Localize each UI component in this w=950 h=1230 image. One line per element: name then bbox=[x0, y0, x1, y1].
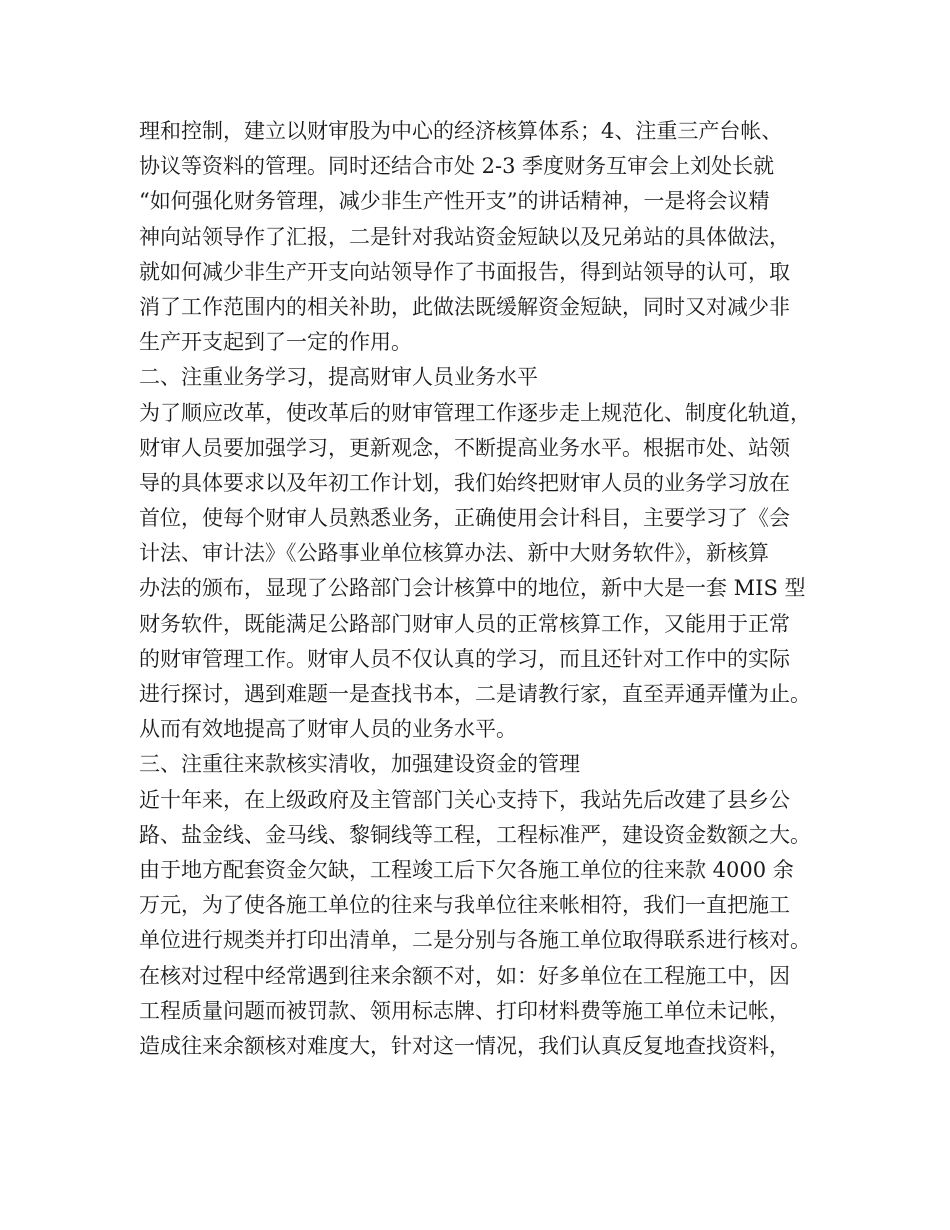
text-line: 消了工作范围内的相关补助，此做法既缓解资金短缺，同时又对减少非 bbox=[139, 294, 790, 319]
text-line: 办法的颁布，显现了公路部门会计核算中的地位，新中大是一套 MIS 型 bbox=[139, 576, 806, 601]
document-body bbox=[139, 114, 839, 1064]
text-line: 神向站领导作了汇报，二是针对我站资金短缺以及兄弟站的具体做法， bbox=[139, 224, 790, 249]
text-line: 造成往来余额核对难度大，针对这一情况，我们认真反复地查找资料， bbox=[139, 1033, 790, 1058]
text-line: 计法、审计法》《公路事业单位核算办法、新中大财务软件》，新核算 bbox=[139, 541, 769, 566]
text-line: 财审人员要加强学习，更新观念，不断提高业务水平。根据市处、站领 bbox=[139, 435, 790, 460]
text-line: 协议等资料的管理。同时还结合市处 2-3 季度财务互审会上刘处长就 bbox=[139, 154, 775, 179]
text-line: 财务软件，既能满足公路部门财审人员的正常核算工作，又能用于正常 bbox=[139, 611, 790, 636]
text-line: 导的具体要求以及年初工作计划，我们始终把财审人员的业务学习放在 bbox=[139, 470, 790, 495]
text-line: 的财审管理工作。财审人员不仅认真的学习，而且还针对工作中的实际 bbox=[139, 646, 790, 671]
text-line: 为了顺应改革，使改革后的财审管理工作逐步走上规范化、制度化轨道， bbox=[139, 400, 811, 425]
text-line: 生产开支起到了一定的作用。 bbox=[139, 330, 412, 355]
text-line: 在核对过程中经常遇到往来余额不对，如：好多单位在工程施工中，因 bbox=[139, 963, 790, 988]
section-heading: 二、注重业务学习，提高财审人员业务水平 bbox=[139, 365, 538, 390]
text-line: 近十年来，在上级政府及主管部门关心支持下，我站先后改建了县乡公 bbox=[139, 787, 790, 812]
text-line: 进行探讨，遇到难题一是查找书本，二是请教行家，直至弄通弄懂为止。 bbox=[139, 682, 811, 706]
text-line: 首位，使每个财审人员熟悉业务，正确使用会计科目，主要学习了《会 bbox=[139, 506, 790, 531]
text-line: 从而有效地提高了财审人员的业务水平。 bbox=[139, 717, 517, 742]
text-line: 就如何减少非生产开支向站领导作了书面报告，得到站领导的认可，取 bbox=[139, 259, 790, 284]
text-line: 路、盐金线、金马线、黎铜线等工程，工程标准严，建设资金数额之大。 bbox=[139, 822, 811, 847]
text-line: “如何强化财务管理，减少非生产性开支”的讲话精神，一是将会议精 bbox=[139, 189, 770, 214]
section-heading: 三、注重往来款核实清收，加强建设资金的管理 bbox=[139, 752, 580, 777]
text-line: 万元，为了使各施工单位的往来与我单位往来帐相符，我们一直把施工 bbox=[139, 893, 790, 918]
text-line: 理和控制，建立以财审股为中心的经济核算体系；4、注重三产台帐、 bbox=[139, 119, 783, 143]
text-line: 工程质量问题而被罚款、领用标志牌、打印材料费等施工单位未记帐， bbox=[139, 998, 790, 1023]
text-line: 单位进行规类并打印出清单，二是分别与各施工单位取得联系进行核对。 bbox=[139, 928, 811, 953]
text-line: 由于地方配套资金欠缺，工程竣工后下欠各施工单位的往来款 4000 余 bbox=[139, 857, 794, 882]
